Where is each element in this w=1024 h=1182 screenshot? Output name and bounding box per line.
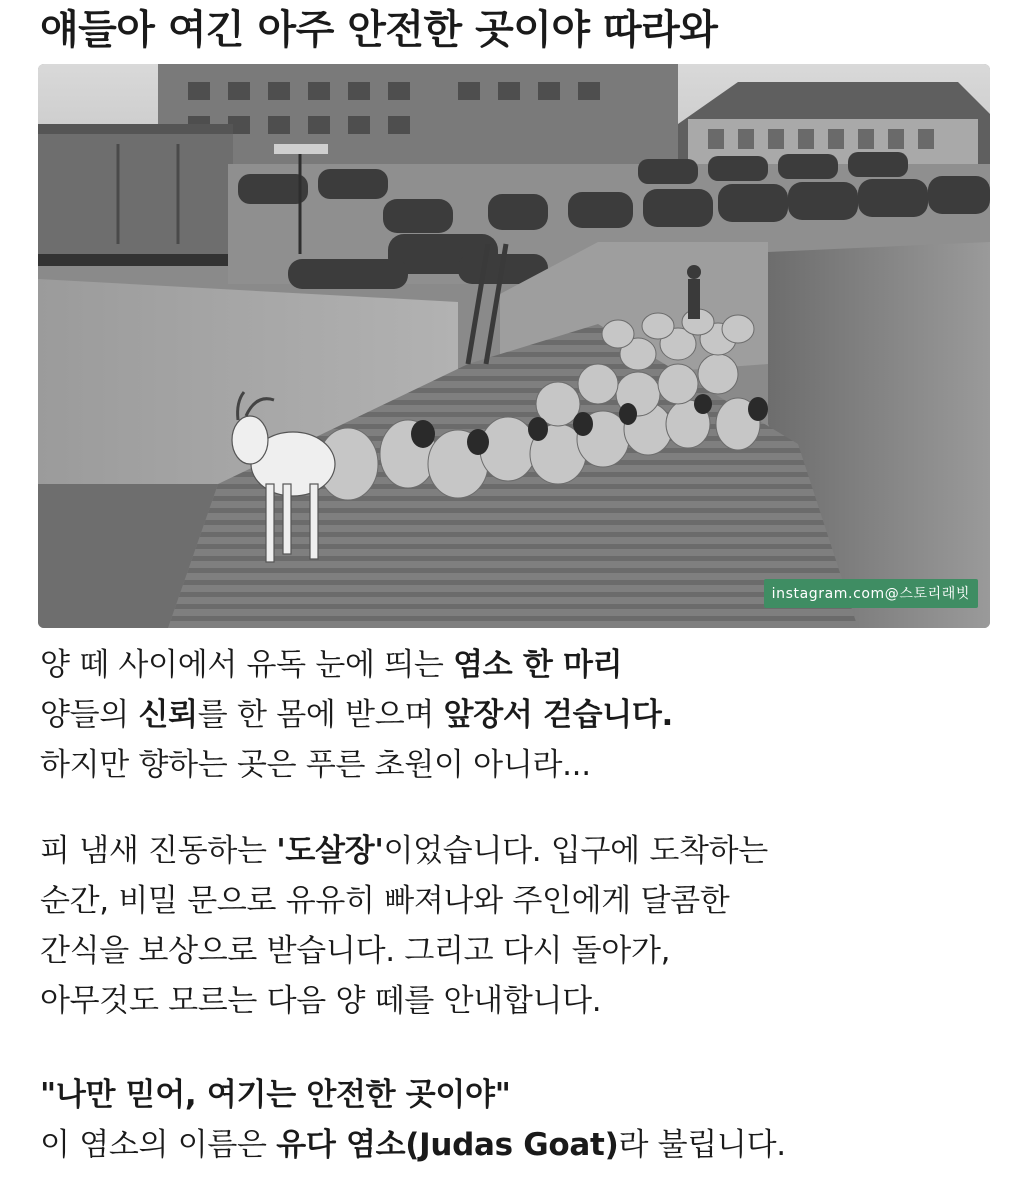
- text-line: [40, 690, 673, 740]
- bold-text: 유다 염소(Judas Goat): [276, 1127, 619, 1163]
- text-span: 이었습니다. 입구에 도착하는: [383, 833, 768, 869]
- bold-text: 신뢰: [138, 697, 198, 733]
- text-line: [40, 640, 673, 690]
- paragraph-judas-goat: [40, 1070, 786, 1170]
- paragraph-intro: [40, 640, 673, 790]
- text-line: 간식을 보상으로 받습니다. 그리고 다시 돌아가,: [40, 933, 671, 969]
- stockyard-photo: [38, 64, 990, 628]
- text-line: 아무것도 모르는 다음 양 떼를 안내합니다.: [40, 983, 602, 1019]
- text-span: 이 염소의 이름은: [40, 1127, 277, 1163]
- article-title: 얘들아 여긴 아주 안전한 곳이야 따라와: [40, 7, 718, 53]
- text-line: [40, 1120, 786, 1170]
- text-span: 양 떼 사이에서 유독 눈에 띄는: [40, 647, 454, 683]
- quote-line: "나만 믿어, 여기는 안전한 곳이야": [40, 1077, 511, 1113]
- text-span: 를 한 몸에 받으며: [197, 697, 444, 733]
- text-span: 피 냄새 진동하는: [40, 833, 277, 869]
- text-span: 라 불립니다.: [618, 1127, 786, 1163]
- text-line: [40, 826, 768, 876]
- bold-text: '도살장': [276, 833, 384, 869]
- bold-text: 앞장서 걷습니다.: [443, 697, 674, 733]
- bold-text: 염소 한 마리: [453, 647, 623, 683]
- text-line: 순간, 비밀 문으로 유유히 빠져나와 주인에게 달콤한: [40, 883, 730, 919]
- photo-watermark: instagram.com@스토리래빗: [764, 579, 978, 608]
- text-line: 하지만 향하는 곳은 푸른 초원이 아니라...: [40, 747, 591, 783]
- photo-illustration: [38, 64, 990, 628]
- paragraph-slaughterhouse: [40, 826, 768, 1026]
- text-span: 양들의: [40, 697, 139, 733]
